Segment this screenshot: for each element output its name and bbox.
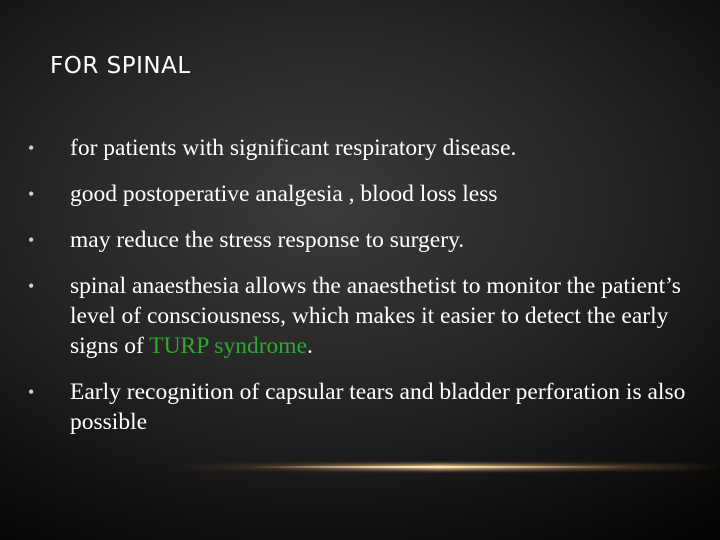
bullet-text: may reduce the stress response to surgery. xyxy=(70,227,465,253)
bullet-icon: • xyxy=(28,230,35,250)
bullet-text: Early recognition of capsular tears and bladder perforation is also possible xyxy=(70,379,686,435)
bullet-item xyxy=(28,225,688,255)
bullet-icon: • xyxy=(28,184,35,204)
bullet-text: spinal anaesthesia allows the anaesthetist to monitor the patient’s level of consciousness, which makes it easier to detect the early signs of xyxy=(70,273,681,359)
bullet-text: good postoperative analgesia , blood loss less xyxy=(70,181,498,207)
bullet-item xyxy=(28,179,688,209)
bullet-item xyxy=(28,133,688,163)
bullet-icon: • xyxy=(28,138,35,158)
accent-glow-core xyxy=(250,466,630,468)
bullet-text: for patients with significant respiratory disease. xyxy=(70,135,517,161)
bullet-icon: • xyxy=(28,382,35,402)
bullet-text-end: . xyxy=(307,333,313,359)
bullet-icon: • xyxy=(28,276,35,296)
bullet-item xyxy=(28,377,688,437)
slide-title: FOR SPINAL xyxy=(50,53,191,79)
bullet-item xyxy=(28,271,688,361)
highlight-term: TURP syndrome xyxy=(149,333,307,359)
bullet-list xyxy=(28,133,688,453)
